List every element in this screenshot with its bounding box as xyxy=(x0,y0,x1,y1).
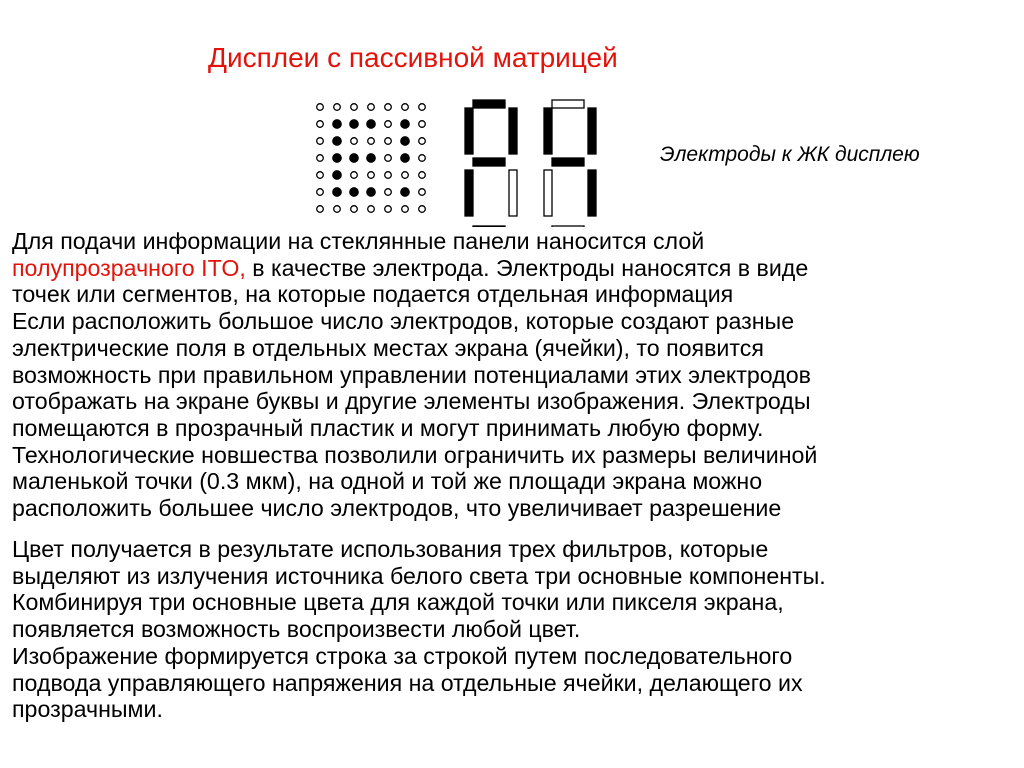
inactive-dot xyxy=(419,206,426,213)
inactive-dot xyxy=(385,189,392,196)
active-dot xyxy=(350,188,358,196)
text-line: подвода управляющего напряжения на отдельные ячейки, делающего их xyxy=(12,669,803,696)
active-dot xyxy=(401,137,409,145)
active-dot xyxy=(333,171,341,179)
page-title: Дисплеи с пассивной матрицей xyxy=(208,42,618,73)
segment-b-active xyxy=(588,108,596,154)
inactive-dot xyxy=(317,206,324,213)
text-line: появляется возможность воспроизвести любой цвет. xyxy=(12,616,581,643)
active-dot xyxy=(350,154,358,162)
inactive-dot xyxy=(368,138,375,145)
segment-c-inactive xyxy=(509,170,517,216)
active-dot xyxy=(333,137,341,145)
inactive-dot xyxy=(334,206,341,213)
dot-matrix xyxy=(317,104,426,213)
inactive-dot xyxy=(385,206,392,213)
inactive-dot xyxy=(419,104,426,111)
inactive-dot xyxy=(368,172,375,179)
inactive-dot xyxy=(385,104,392,111)
active-dot xyxy=(333,120,341,128)
active-dot xyxy=(333,154,341,162)
inactive-dot xyxy=(419,121,426,128)
text-line: помещаются в прозрачный пластик и могут принимать любую форму. xyxy=(12,414,764,441)
segment-f-active xyxy=(465,108,473,154)
active-dot xyxy=(350,120,358,128)
text-line: прозрачными. xyxy=(12,696,163,723)
inactive-dot xyxy=(402,206,409,213)
inactive-dot xyxy=(385,172,392,179)
segment-b-active xyxy=(509,108,517,154)
inactive-dot xyxy=(351,104,358,111)
inactive-dot xyxy=(351,172,358,179)
segment-e-active xyxy=(465,170,473,216)
text-line: расположить большее число электродов, что увеличивает разрешение xyxy=(12,495,782,522)
text-line: Изображение формируется строка за строкой путем последовательного xyxy=(12,642,793,669)
segment-g-active xyxy=(552,158,584,166)
text-line: Технологические новшества позволили ограничить их размеры величиной xyxy=(12,441,818,468)
segment-g-active xyxy=(473,158,505,166)
inactive-dot xyxy=(419,138,426,145)
seven-segment-digit-2 xyxy=(544,100,596,227)
inactive-dot xyxy=(317,138,324,145)
segment-d-active xyxy=(473,226,505,227)
active-dot xyxy=(401,154,409,162)
text-line: точек или сегментов, на которые подается отдельная информация xyxy=(12,281,734,308)
text-line: выделяют из излучения источника белого света три основные компоненты. xyxy=(12,562,826,589)
text-line: Комбинируя три основные цвета для каждой точки или пикселя экрана, xyxy=(12,589,784,616)
inactive-dot xyxy=(368,104,375,111)
paragraph-1 xyxy=(12,228,1020,522)
segment-c-active xyxy=(588,170,596,216)
segment-a-inactive xyxy=(552,100,584,108)
inactive-dot xyxy=(385,138,392,145)
inactive-dot xyxy=(317,155,324,162)
text-line: Для подачи информации на стеклянные панели наносится слой xyxy=(12,228,705,254)
segment-a-active xyxy=(473,100,505,108)
paragraph-2 xyxy=(12,536,1020,723)
active-dot xyxy=(401,120,409,128)
inactive-dot xyxy=(419,155,426,162)
inactive-dot xyxy=(351,138,358,145)
text-line: маленькой точки (0.3 мкм), на одной и той же площади экрана можно xyxy=(12,468,763,495)
inactive-dot xyxy=(385,121,392,128)
inactive-dot xyxy=(402,172,409,179)
text-line: Если расположить большое число электродов, которые создают разные xyxy=(12,308,795,335)
inactive-dot xyxy=(317,104,324,111)
text-line xyxy=(12,255,1020,282)
active-dot xyxy=(367,154,375,162)
text-line: электрические поля в отдельных местах экрана (ячейки), то появится xyxy=(12,334,764,361)
segment-e-inactive xyxy=(544,170,552,216)
inactive-dot xyxy=(385,155,392,162)
inactive-dot xyxy=(317,189,324,196)
inactive-dot xyxy=(351,206,358,213)
inactive-dot xyxy=(368,206,375,213)
active-dot xyxy=(401,188,409,196)
inactive-dot xyxy=(317,172,324,179)
text-span: в качестве электрода. Электроды наносятся в виде xyxy=(245,254,809,281)
text-line: возможность при правильном управлении потенциалами этих электродов xyxy=(12,361,811,388)
figure-caption: Электроды к ЖК дисплею xyxy=(660,143,920,166)
inactive-dot xyxy=(402,104,409,111)
active-dot xyxy=(333,188,341,196)
text-line: Цвет получается в результате использования трех фильтров, которые xyxy=(12,536,769,562)
highlighted-term: полупрозрачного ITO, xyxy=(12,254,246,281)
inactive-dot xyxy=(317,121,324,128)
seven-segment-digit-1 xyxy=(465,100,517,227)
inactive-dot xyxy=(419,189,426,196)
inactive-dot xyxy=(334,104,341,111)
electrode-figure xyxy=(312,97,622,227)
text-line: отображать на экране буквы и другие элементы изображения. Электроды xyxy=(12,388,811,415)
segment-f-active xyxy=(544,108,552,154)
active-dot xyxy=(367,120,375,128)
segment-d-inactive xyxy=(552,226,584,227)
active-dot xyxy=(367,188,375,196)
inactive-dot xyxy=(419,172,426,179)
